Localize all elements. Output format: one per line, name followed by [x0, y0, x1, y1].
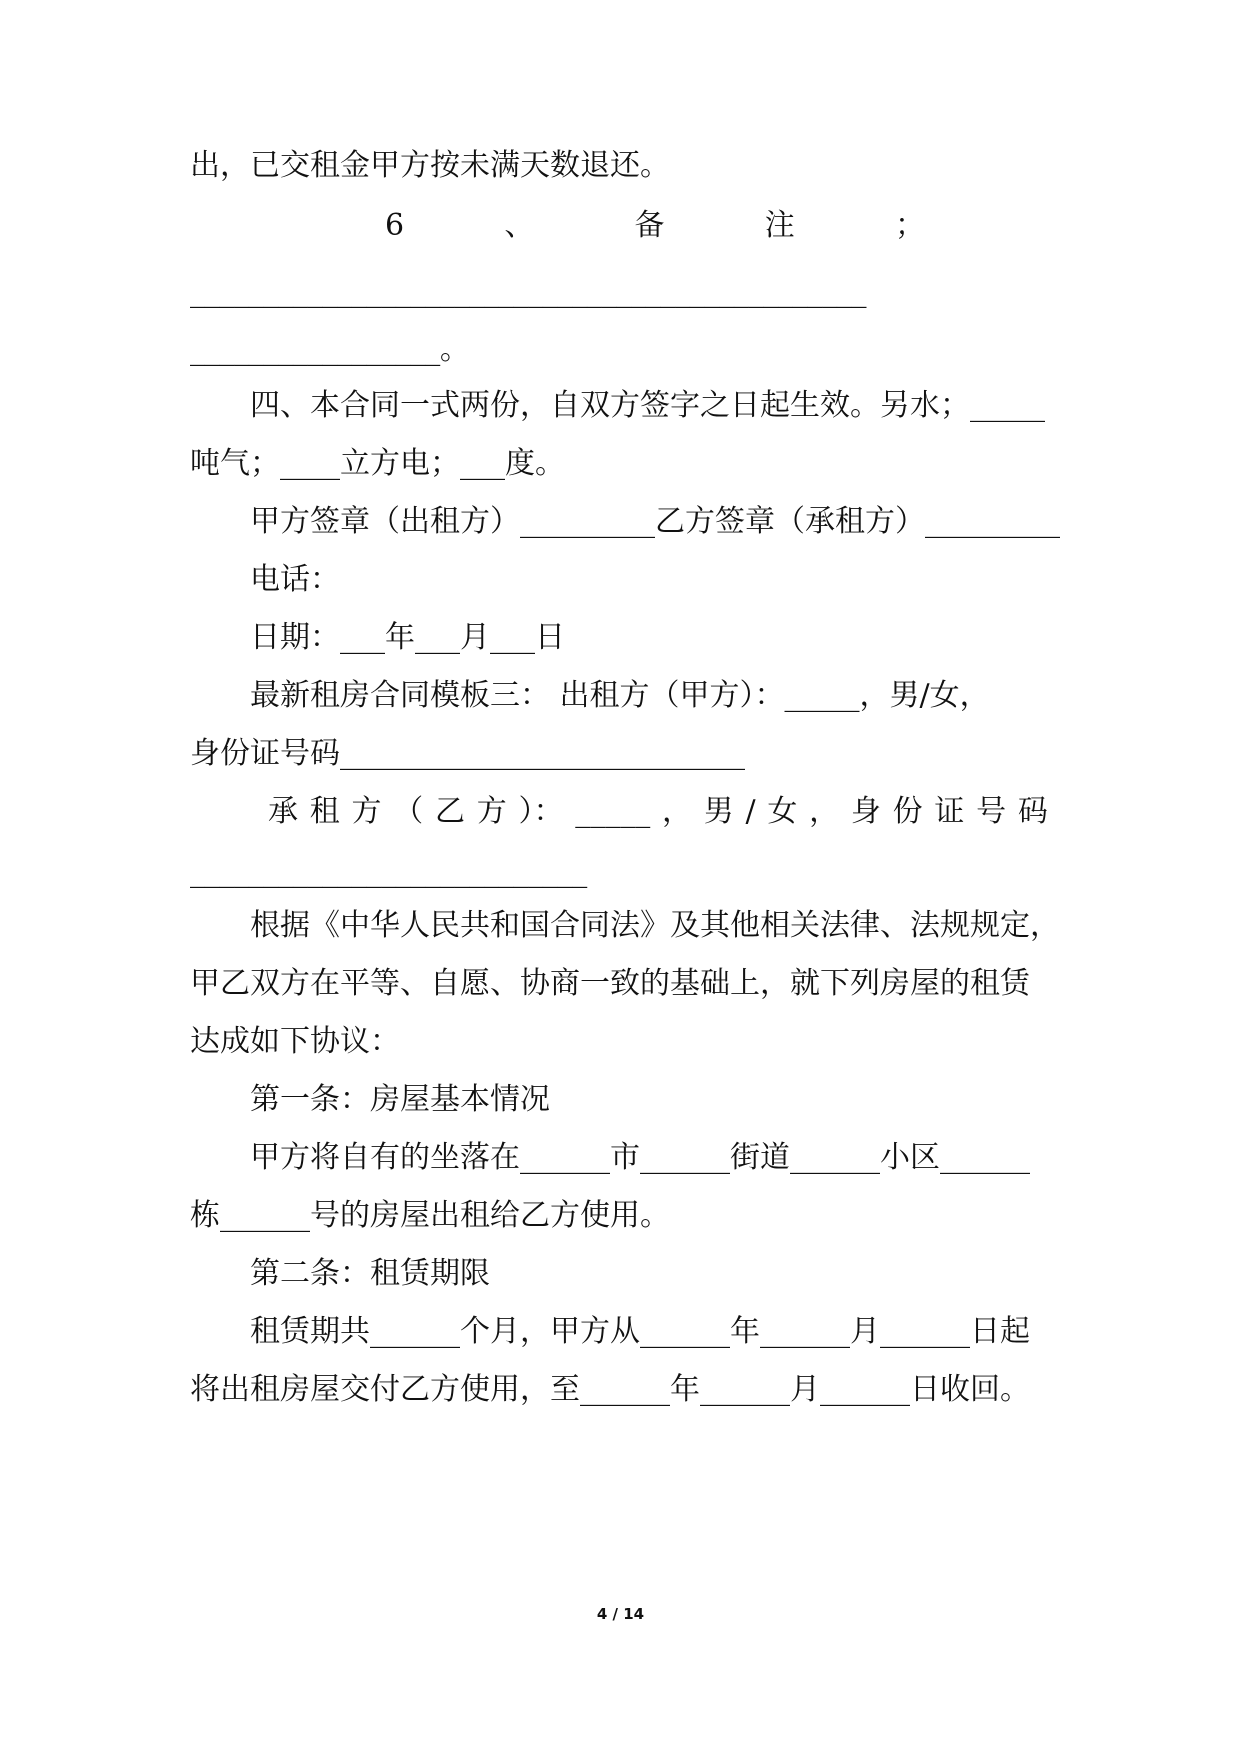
lessee-char: /: [745, 794, 756, 829]
lessee-char: 租: [309, 794, 340, 829]
body-line: 将出租房屋交付乙方使用，至______年______月______日收回。: [190, 1372, 1030, 1407]
section-heading: 第一条：房屋基本情况: [250, 1082, 550, 1117]
remarks-separator: 、: [504, 208, 535, 243]
lessee-char: 号: [976, 794, 1007, 829]
lessee-char: 女: [767, 794, 798, 829]
lessee-char: 方: [476, 794, 507, 829]
phone-label: 电话：: [250, 562, 340, 597]
remarks-char: 注: [764, 208, 795, 243]
lessee-char: 证: [934, 794, 965, 829]
template-heading-line: 最新租房合同模板三： 出租方（甲方）：_____，男/女，: [250, 678, 990, 713]
lessee-char: 方: [351, 794, 382, 829]
lessee-char: ，: [809, 794, 840, 829]
lessee-char: 份: [892, 794, 923, 829]
page-number: 4 / 14: [596, 1605, 645, 1623]
body-line: 租赁期共______个月，甲方从______年______月______日起: [250, 1314, 1030, 1349]
lessee-char: _____: [575, 794, 651, 829]
signature-line: 甲方签章（出租方）_________乙方签章（承租方）_________: [250, 504, 1060, 539]
body-line: 身份证号码___________________________: [190, 736, 745, 771]
lessee-line: [268, 792, 1048, 832]
remarks-semicolon: ；: [894, 208, 925, 243]
body-line: 出，已交租金甲方按未满天数退还。: [190, 148, 670, 183]
lessee-char: 男: [703, 794, 734, 829]
body-line: 吨气；____立方电；___度。: [190, 446, 565, 481]
remarks-line: [385, 206, 925, 246]
lessee-char: 身: [850, 794, 881, 829]
section-heading: 第二条：租赁期限: [250, 1256, 490, 1291]
lessee-char: 码: [1017, 794, 1048, 829]
remarks-number: 6: [385, 208, 405, 243]
blank-line: _________________。: [190, 332, 470, 367]
body-line: 四、本合同一式两份，自双方签字之日起生效。另水；_____: [250, 388, 1045, 423]
lessee-char: ，: [662, 794, 692, 829]
lessee-char: 乙: [435, 794, 465, 829]
lessee-char: ）：: [518, 794, 564, 829]
body-line: 达成如下协议：: [190, 1024, 400, 1059]
date-line: 日期：___年___月___日: [250, 620, 565, 655]
lessee-char: （: [393, 794, 424, 829]
body-line: 根据《中华人民共和国合同法》及其他相关法律、法规规定，: [250, 908, 1060, 943]
body-line: 甲乙双方在平等、自愿、协商一致的基础上，就下列房屋的租赁: [190, 966, 1030, 1001]
remarks-char: 备: [634, 208, 665, 243]
blank-line: ______________________________________________: [190, 274, 867, 309]
body-line: 栋______号的房屋出租给乙方使用。: [190, 1198, 670, 1233]
blank-line: ___________________________: [190, 854, 587, 889]
body-line: 甲方将自有的坐落在______市______街道______小区______: [250, 1140, 1030, 1175]
lessee-char: 承: [268, 794, 298, 829]
